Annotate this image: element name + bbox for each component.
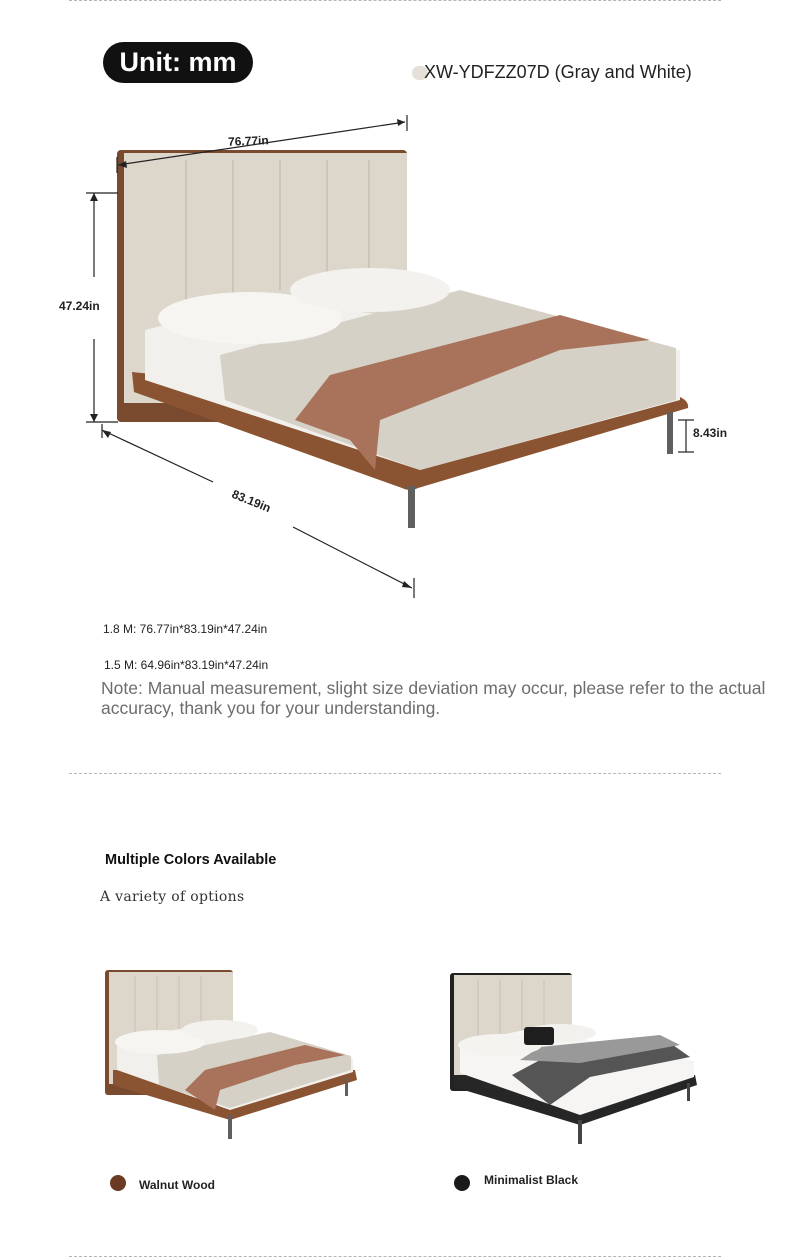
- black-bed-image: [440, 965, 710, 1155]
- width-label: 76.77in: [227, 133, 269, 149]
- bed-leg: [667, 412, 673, 454]
- walnut-swatch[interactable]: [110, 1175, 126, 1191]
- leg-height-label: 8.43in: [693, 426, 728, 440]
- unit-badge: Unit: mm: [103, 42, 253, 83]
- bed-leg: [408, 486, 415, 528]
- pillow-right: [290, 268, 450, 312]
- colors-subtitle: A variety of options: [100, 889, 245, 905]
- spec-line-1-8m: 1.8 M: 76.77in*83.19in*47.24in: [103, 622, 268, 636]
- colors-title: Multiple Colors Available: [105, 852, 277, 868]
- black-swatch[interactable]: [454, 1175, 470, 1191]
- length-label: 83.19in: [229, 486, 273, 516]
- spec-line-1-5m: 1.5 M: 64.96in*83.19in*47.24in: [104, 658, 269, 672]
- model-number: XW-YDFZZ07D (Gray and White): [424, 62, 692, 82]
- height-label: 47.24in: [59, 299, 100, 313]
- black-label: Minimalist Black: [484, 1173, 579, 1187]
- measurement-note: Note: Manual measurement, slight size deviation may occur, please refer to the actual accuracy, thank you for your understanding.: [101, 678, 766, 718]
- middle-divider: [69, 773, 721, 774]
- bed-dimension-illustration: [0, 0, 790, 620]
- walnut-label: Walnut Wood: [139, 1178, 215, 1192]
- bottom-divider: [69, 1256, 721, 1257]
- walnut-bed-image: [95, 960, 365, 1160]
